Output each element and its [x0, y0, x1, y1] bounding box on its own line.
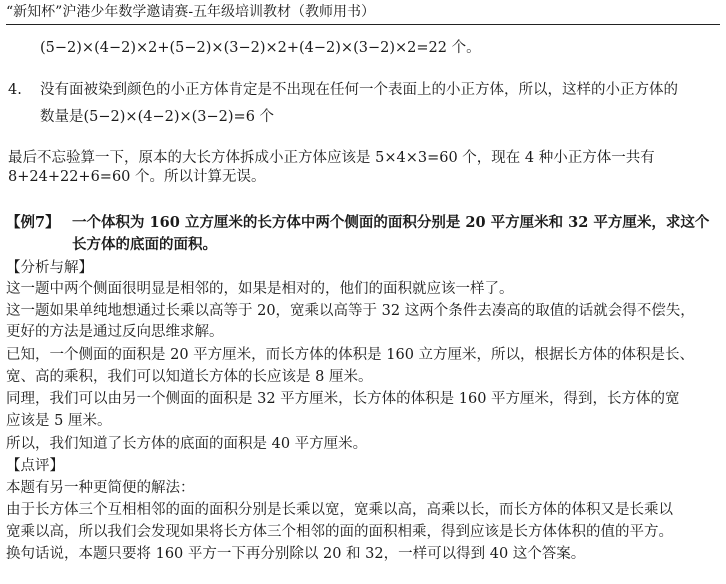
analysis-line: 同理，我们可以由另一个侧面的面积是 32 平方厘米，长方体的体积是 160 平方厘米，得到，长方体的宽	[6, 391, 680, 407]
example-problem-line1: 一个体积为 160 立方厘米的长方体中两个侧面的面积分别是 20 平方厘米和 32 平方厘米，求这个	[72, 214, 710, 231]
check-line1: 最后不忘验算一下，原本的大长方体拆成小正方体应该是 5×4×3=60 个，现在 4 种小正方体一共有	[8, 150, 655, 166]
item-number: 4.	[8, 82, 22, 98]
analysis-line: 更好的方法是通过反向思维求解。	[6, 324, 224, 340]
page-header: “新知杯”沪港少年数学邀请赛-五年级培训教材（教师用书）	[6, 4, 376, 20]
comment-heading: 【点评】	[6, 458, 64, 474]
comment-line: 由于长方体三个互相相邻的面的面积分别是长乘以宽，宽乘以高，高乘以长，而长方体的体积又是长乘以	[6, 502, 673, 518]
analysis-line: 所以，我们知道了长方体的底面的面积是 40 平方厘米。	[6, 436, 368, 452]
comment-line: 换句话说，本题只要将 160 平方一下再分别除以 20 和 32，一样可以得到 40 这个答案。	[6, 546, 586, 562]
analysis-line: 这一题如果单纯地想通过长乘以高等于 20，宽乘以高等于 32 这两个条件去凑高的取值的话就会得不偿失，	[6, 303, 695, 319]
header-rule	[6, 24, 720, 25]
formula-line: (5−2)×(4−2)×2+(5−2)×(3−2)×2+(4−2)×(3−2)×2=22 个。	[40, 40, 481, 56]
comment-line: 本题有另一种更简便的解法：	[6, 480, 195, 496]
analysis-line: 宽、高的乘积，我们可以知道长方体的长应该是 8 厘米。	[6, 369, 373, 385]
analysis-line: 这一题中两个侧面很明显是相邻的，如果是相对的，他们的面积就应该一样了。	[6, 281, 514, 297]
example-problem-line2: 长方体的底面的面积。	[72, 236, 217, 253]
analysis-line: 已知，一个侧面的面积是 20 平方厘米，而长方体的体积是 160 立方厘米，所以，根据长方体的体积是长、	[6, 347, 695, 363]
check-line2: 8+24+22+6=60 个。所以计算无误。	[8, 169, 266, 185]
example-tag: 【例7】	[6, 214, 60, 231]
item4-line2: 数量是(5−2)×(4−2)×(3−2)=6 个	[40, 109, 275, 125]
analysis-heading: 【分析与解】	[6, 260, 93, 276]
analysis-line: 应该是 5 厘米。	[6, 413, 112, 429]
item4-line1: 没有面被染到颜色的小正方体肯定是不出现在任何一个表面上的小正方体，所以，这样的小正方体的	[40, 82, 678, 98]
comment-line: 宽乘以高，所以我们会发现如果将长方体三个相邻的面的面积相乘，得到应该是长方体体积的值的平方。	[6, 524, 673, 540]
